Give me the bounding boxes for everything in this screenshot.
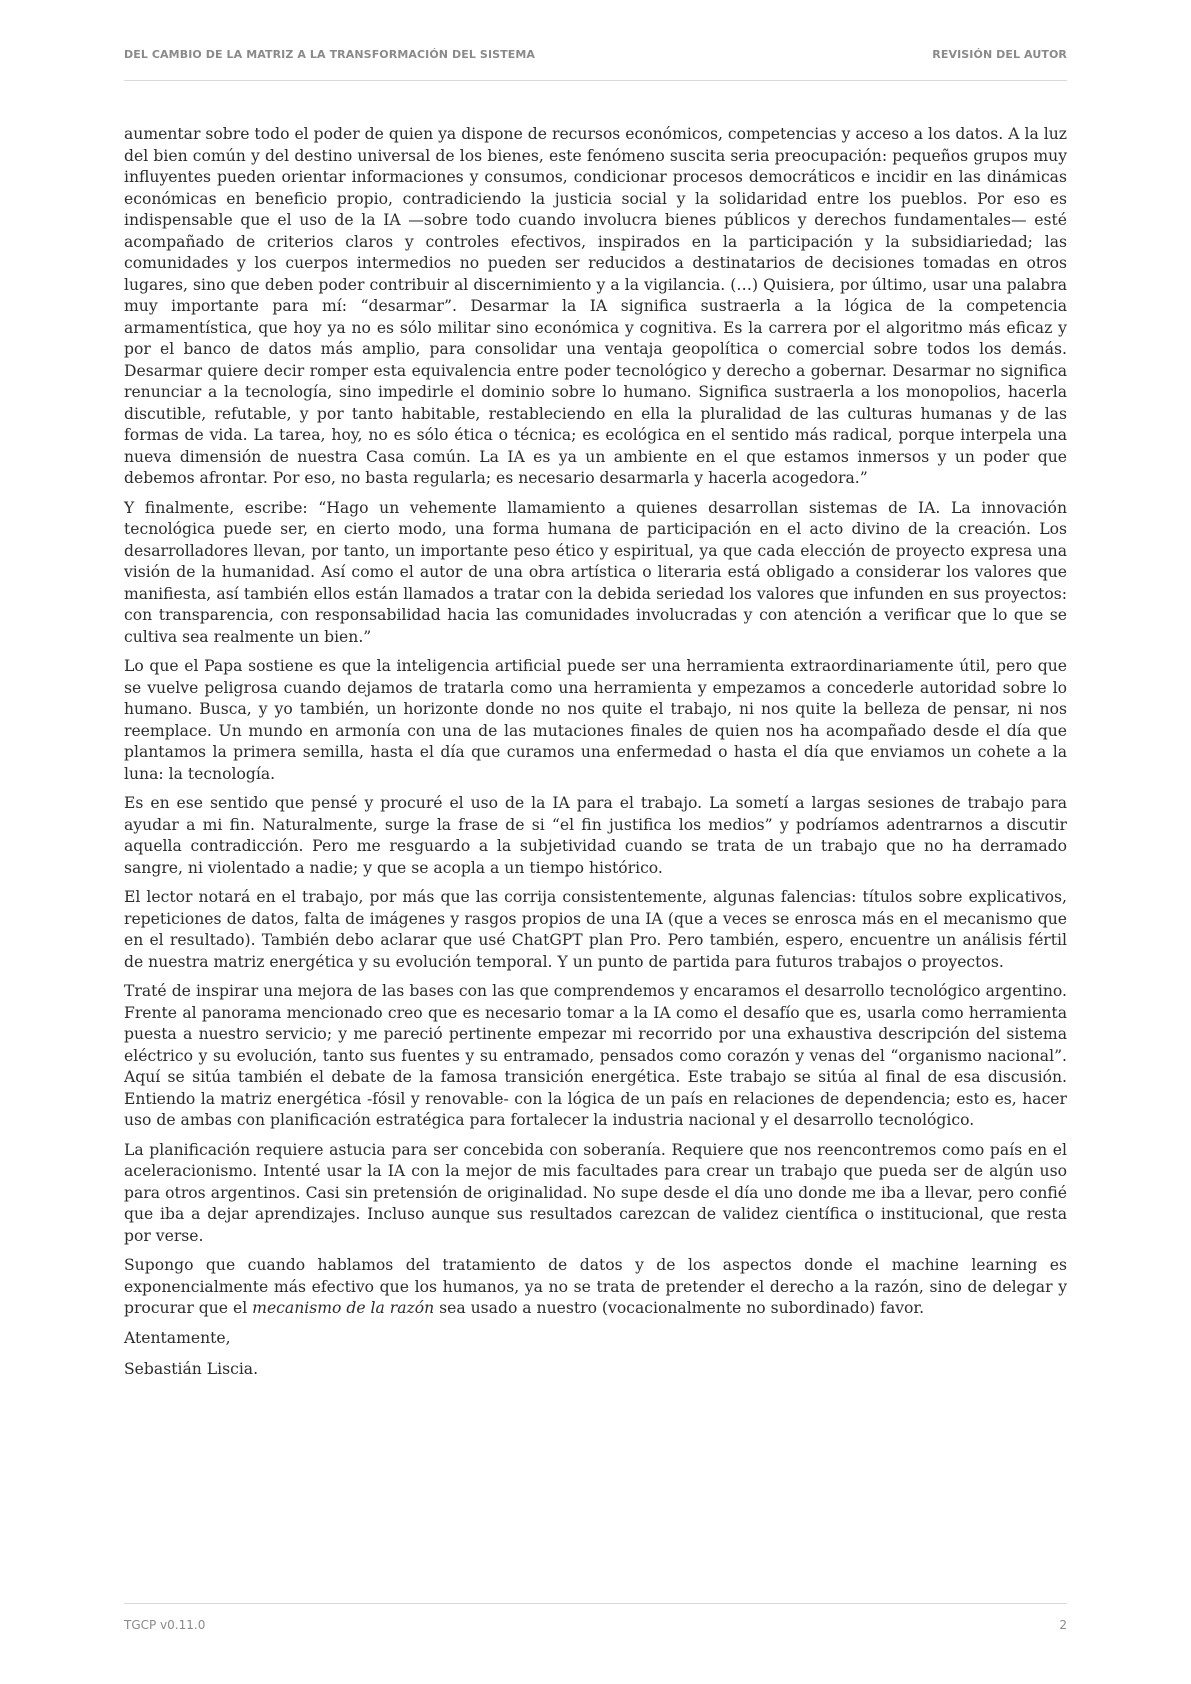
paragraph-text: sea usado a nuestro (vocacionalmente no subordinado) favor.	[434, 1299, 925, 1317]
page-footer	[124, 1603, 1067, 1632]
paragraph: aumentar sobre todo el poder de quien ya dispone de recursos económicos, competencias y acceso a los datos. A la luz del bien común y del destino universal de los bienes, este fenómeno suscita seria preocupación: pequeños grupos muy influyentes pueden orientar informaciones y consumos, condicionar procesos democráticos e incidir en las dinámicas económicas en beneficio propio, contradiciendo la justicia social y la solidaridad entre los pueblos. Por eso es indispensable que el uso de la IA —sobre todo cuando involucra bienes públicos y derechos fundamentales— esté acompañado de criterios claros y controles efectivos, inspirados en la participación y la subsidiariedad; las comunidades y los cuerpos intermedios no pueden ser reducidos a destinatarios de decisiones tomadas en otros lugares, sino que deben poder contribuir al discernimiento y a la vigilancia. (…) Quisiera, por último, usar una palabra muy importante para mí: “desarmar”. Desarmar la IA significa sustraerla a la lógica de la competencia armamentística, que hoy ya no es sólo militar sino económica y cognitiva. Es la carrera por el algoritmo más eficaz y por el banco de datos más amplio, para consolidar una ventaja geopolítica o comercial sobre todos los demás. Desarmar quiere decir romper esta equivalencia entre poder tecnológico y derecho a gobernar. Desarmar no significa renunciar a la tecnología, sino impedirle el dominio sobre lo humano. Significa sustraerla a los monopolios, hacerla discutible, refutable, y por tanto habitable, restableciendo en ella la pluralidad de las culturas humanas y de las formas de vida. La tarea, hoy, no es sólo ética o técnica; es ecológica en el sentido más radical, porque interpela una nueva dimensión de nuestra Casa común. La IA es ya un ambiente en el que estamos inmersos y un poder que debemos afrontar. Por eso, no basta regularla; es necesario desarmarla y hacerla acogedora.”	[124, 125, 1067, 487]
paragraph-text: Supongo que cuando hablamos del tratamiento de datos y de los aspectos donde el machine learning es exponencialmente más efectivo que los humanos, ya no se trata de pretender el derecho a la razón, sino de delegar y procurar que el	[124, 1256, 1067, 1317]
document-body	[124, 124, 1067, 1391]
paragraph: Traté de inspirar una mejora de las bases con las que comprendemos y encaramos el desarrollo tecnológico argentino. Frente al panorama mencionado creo que es necesario tomar a la IA como el desafío que es, usarla como herramienta puesta a nuestro servicio; y me pareció pertinente empezar mi recorrido por una exhaustiva descripción del sistema eléctrico y su evolución, tanto sus fuentes y su entramado, pensados como corazón y venas del “organismo nacional”. Aquí se sitúa también el debate de la famosa transición energética. Este trabajo se sitúa al final de esa discusión. Entiendo la matriz energética -fósil y renovable- con la lógica de un país en relaciones de dependencia; esto es, hacer uso de ambas con planificación estratégica para fortalecer la industria nacional y el desarrollo tecnológico.	[124, 982, 1067, 1129]
paragraph	[124, 1255, 1067, 1320]
emphasized-text: mecanismo de la razón	[252, 1299, 435, 1317]
section-label: REVISIÓN DEL AUTOR	[932, 48, 1067, 61]
version-label: TGCP v0.11.0	[124, 1618, 206, 1632]
paragraph: El lector notará en el trabajo, por más que las corrija consistentemente, algunas falencias: títulos sobre explicativos, repeticiones de datos, falta de imágenes y rasgos propios de una IA (que a veces se enrosca más en el mecanismo que en el resultado). También debo aclarar que usé ChatGPT plan Pro. Pero también, espero, encuentre un análisis fértil de nuestra matriz energética y su evolución temporal. Y un punto de partida para futuros trabajos o proyectos.	[124, 888, 1067, 971]
paragraph: Lo que el Papa sostiene es que la inteligencia artificial puede ser una herramienta extraordinariamente útil, pero que se vuelve peligrosa cuando dejamos de tratarla como una herramienta y empezamos a concederle autoridad sobre lo humano. Busca, y yo también, un horizonte donde no nos quite el trabajo, ni nos quite la belleza de pensar, ni nos reemplace. Un mundo en armonía con una de las mutaciones finales de quien nos ha acompañado desde el día que plantamos la primera semilla, hasta el día que curamos una enfermedad o hasta el día que enviamos un cohete a la luna: la tecnología.	[124, 657, 1067, 783]
closing-salutation: Atentamente,	[124, 1328, 231, 1347]
paragraph: Y finalmente, escribe: “Hago un vehemente llamamiento a quienes desarrollan sistemas de IA. La innovación tecnológica puede ser, en cierto modo, una forma humana de participación en el acto divino de la creación. Los desarrolladores llevan, por tanto, un importante peso ético y espiritual, ya que cada elección de proyecto expresa una visión de la humanidad. Así como el autor de una obra artística o literaria está obligado a considerar los valores que manifiesta, así también ellos están llamados a tratar con la debida seriedad los valores que infunden en sus proyectos: con transparencia, con responsabilidad hacia las comunidades involucradas y con atención a verificar que lo que se cultiva sea realmente un bien.”	[124, 498, 1067, 646]
page-number: 2	[1059, 1618, 1067, 1632]
page-header	[124, 48, 1067, 81]
paragraph: Es en ese sentido que pensé y procuré el uso de la IA para el trabajo. La sometí a largas sesiones de trabajo para ayudar a mi fin. Naturalmente, surge la frase de si “el fin justifica los medios” y podríamos adentrarnos a discutir aquella contradicción. Pero me resguardo a la subjetividad cuando se trata de un trabajo que no ha derramado sangre, ni violentado a nadie; y que se acopla a un tiempo histórico.	[124, 794, 1067, 877]
paragraph: La planificación requiere astucia para ser concebida con soberanía. Requiere que nos reencontremos como país en el aceleracionismo. Intenté usar la IA con la mejor de mis facultades para crear un trabajo que pueda ser de algún uso para otros argentinos. Casi sin pretensión de originalidad. No supe desde el día uno donde me iba a llevar, pero confié que iba a dejar aprendizajes. Incluso aunque sus resultados carezcan de validez científica o institucional, que resta por verse.	[124, 1140, 1067, 1245]
running-title: DEL CAMBIO DE LA MATRIZ A LA TRANSFORMACIÓN DEL SISTEMA	[124, 48, 536, 61]
author-signature: Sebastián Liscia.	[124, 1360, 259, 1378]
